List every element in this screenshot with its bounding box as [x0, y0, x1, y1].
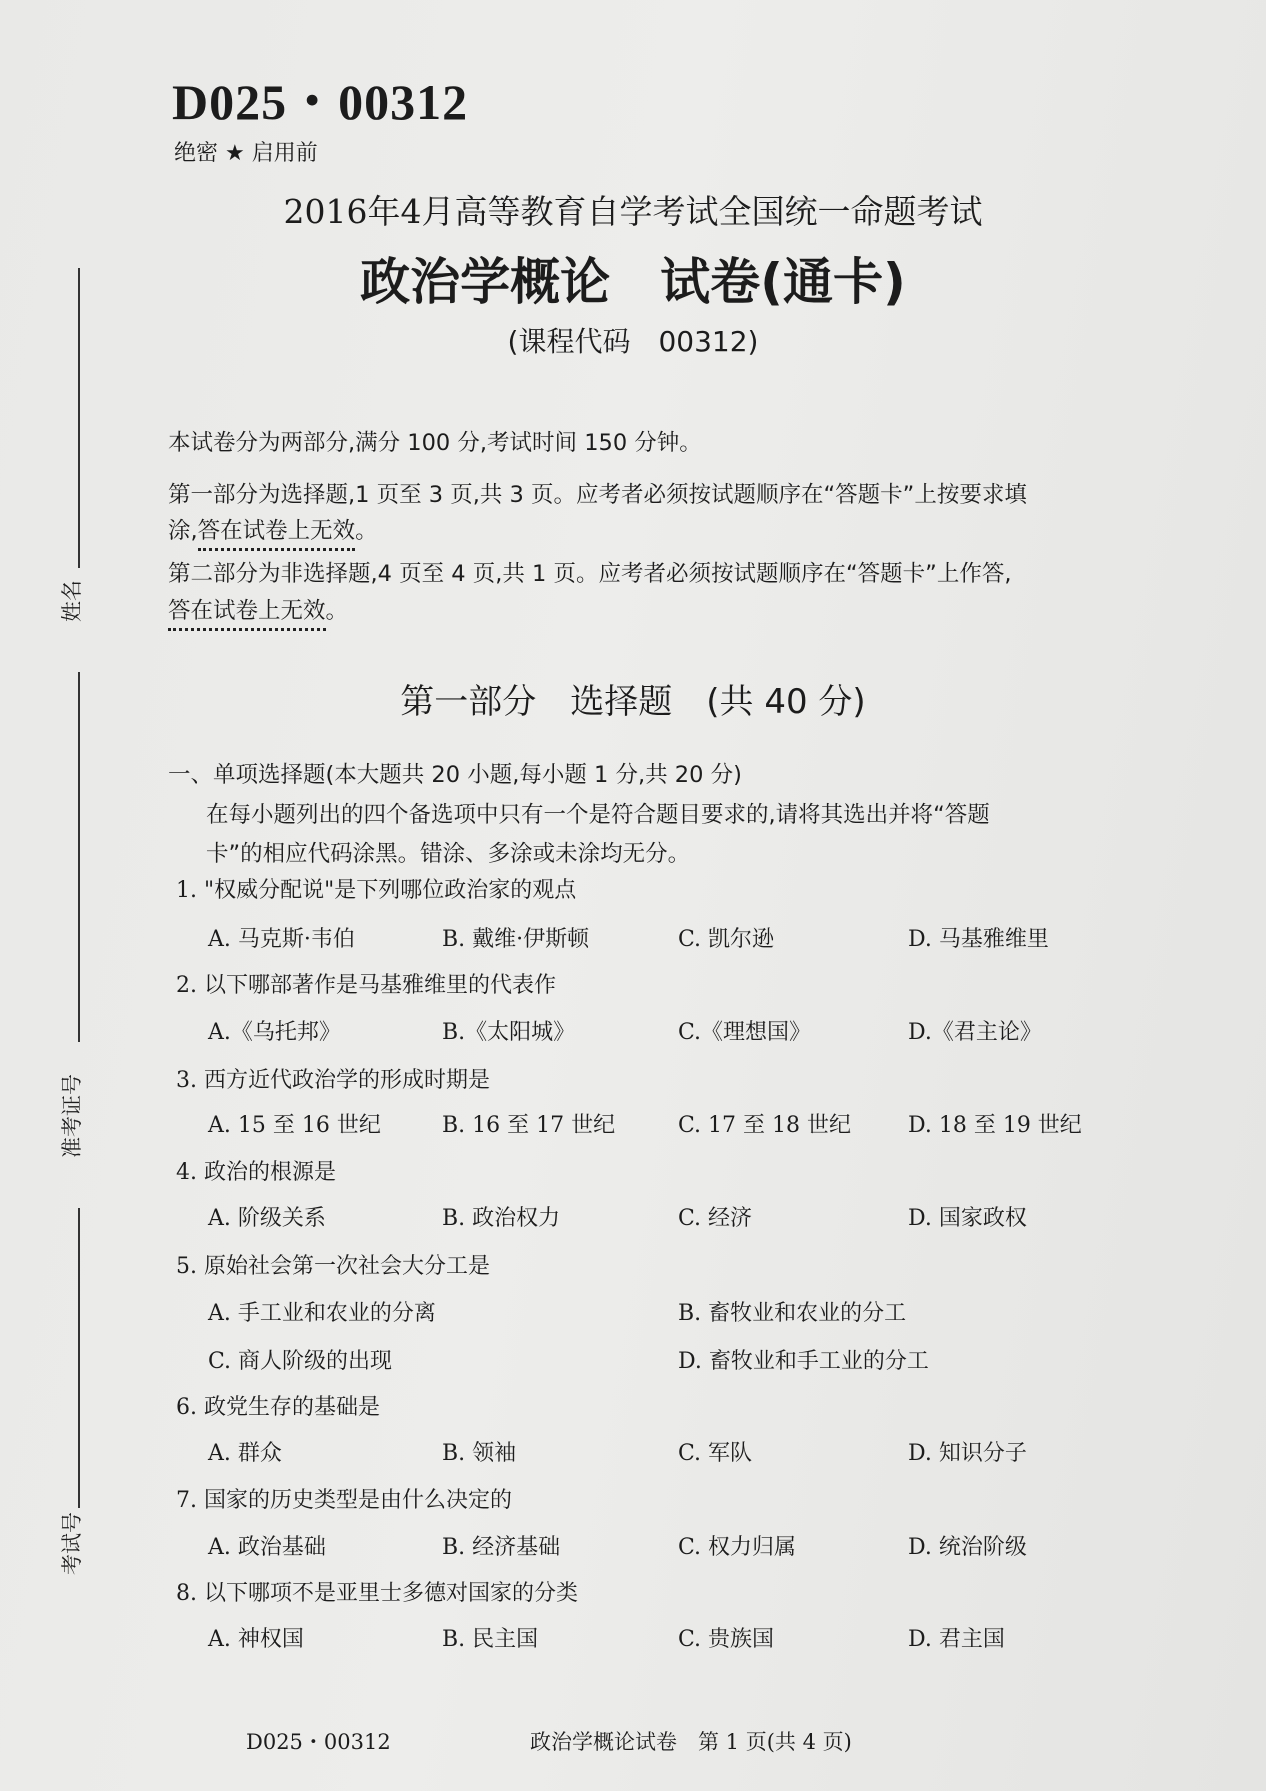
question-stem: 4. 政治的根源是: [176, 1160, 336, 1185]
option: B. 畜牧业和农业的分工: [678, 1301, 907, 1326]
option: C. 凯尔逊: [678, 927, 775, 952]
section-instruction: 在每小题列出的四个备选项中只有一个是符合题目要求的,请将其选出并将“答题: [206, 802, 990, 828]
course-code: (课程代码 00312): [507, 325, 759, 358]
exam-no-field-line[interactable]: [78, 1208, 80, 1508]
option: D. 18 至 19 世纪: [908, 1113, 1082, 1138]
option: B. 政治权力: [442, 1206, 561, 1231]
option: B. 民主国: [442, 1627, 539, 1652]
emphasis-text: 答在试卷上无效: [198, 518, 356, 551]
intro-line: 第一部分为选择题,1 页至 3 页,共 3 页。应考者必须按试题顺序在“答题卡”上按要求填: [168, 482, 1027, 508]
emphasis-text: 答在试卷上无效: [168, 598, 326, 631]
option: B. 16 至 17 世纪: [442, 1113, 616, 1138]
confidential-label: 绝密 ★ 启用前: [174, 141, 318, 166]
intro-text: 涂,: [168, 518, 198, 544]
option: B. 领袖: [442, 1441, 517, 1466]
question-stem: 8. 以下哪项不是亚里士多德对国家的分类: [176, 1581, 578, 1606]
option: D. 统治阶级: [908, 1535, 1027, 1560]
exam-title: 2016年4月高等教育自学考试全国统一命题考试: [283, 192, 983, 231]
option: A.《乌托邦》: [208, 1020, 341, 1045]
option: C. 贵族国: [678, 1627, 775, 1652]
intro-line: 本试卷分为两部分,满分 100 分,考试时间 150 分钟。: [168, 430, 702, 456]
question-stem: 1. "权威分配说"是下列哪位政治家的观点: [176, 878, 577, 903]
option: A. 群众: [208, 1441, 282, 1466]
paper-code: D025・00312: [172, 74, 469, 130]
option: D. 畜牧业和手工业的分工: [678, 1349, 929, 1374]
intro-text: 。: [325, 598, 349, 624]
name-label: 姓名: [60, 580, 84, 622]
intro-line: [168, 600, 348, 623]
name-field-line[interactable]: [78, 268, 80, 568]
option: B. 戴维·伊斯顿: [442, 927, 590, 952]
option: C.《理想国》: [678, 1020, 812, 1045]
paper-title: 政治学概论 试卷(通卡): [360, 253, 906, 311]
option: D. 君主国: [908, 1627, 1005, 1652]
option: A. 15 至 16 世纪: [208, 1113, 381, 1138]
footer-page: 政治学概论试卷 第 1 页(共 4 页): [530, 1730, 852, 1754]
option: C. 17 至 18 世纪: [678, 1113, 852, 1138]
question-stem: 7. 国家的历史类型是由什么决定的: [176, 1488, 512, 1513]
option: A. 马克斯·韦伯: [208, 927, 355, 952]
question-stem: 2. 以下哪部著作是马基雅维里的代表作: [176, 973, 556, 998]
option: A. 手工业和农业的分离: [208, 1301, 436, 1326]
section-heading: 一、单项选择题(本大题共 20 小题,每小题 1 分,共 20 分): [168, 762, 742, 788]
option: A. 政治基础: [208, 1535, 326, 1560]
option: D. 国家政权: [908, 1206, 1027, 1231]
option: A. 阶级关系: [208, 1206, 326, 1231]
option: C. 军队: [678, 1441, 753, 1466]
footer-code: D025・00312: [246, 1730, 391, 1754]
question-stem: 6. 政党生存的基础是: [176, 1395, 380, 1420]
part-title: 第一部分 选择题 (共 40 分): [400, 682, 866, 722]
section-instruction: 卡”的相应代码涂黑。错涂、多涂或未涂均无分。: [206, 841, 691, 867]
ticket-field-line[interactable]: [78, 672, 80, 1042]
exam-no-label: 考试号: [60, 1512, 84, 1575]
intro-line: [168, 520, 378, 543]
option: A. 神权国: [208, 1627, 304, 1652]
option: D.《君主论》: [908, 1020, 1042, 1045]
ticket-label: 准考证号: [60, 1074, 84, 1158]
option: C. 权力归属: [678, 1535, 797, 1560]
question-stem: 5. 原始社会第一次社会大分工是: [176, 1254, 490, 1279]
option: B.《太阳城》: [442, 1020, 576, 1045]
option: C. 商人阶级的出现: [208, 1349, 393, 1374]
option: C. 经济: [678, 1206, 753, 1231]
option: B. 经济基础: [442, 1535, 561, 1560]
intro-text: 。: [355, 518, 378, 544]
question-stem: 3. 西方近代政治学的形成时期是: [176, 1068, 490, 1093]
option: D. 马基雅维里: [908, 927, 1049, 952]
option: D. 知识分子: [908, 1441, 1027, 1466]
intro-line: 第二部分为非选择题,4 页至 4 页,共 1 页。应考者必须按试题顺序在“答题卡”上作答,: [168, 561, 1012, 587]
